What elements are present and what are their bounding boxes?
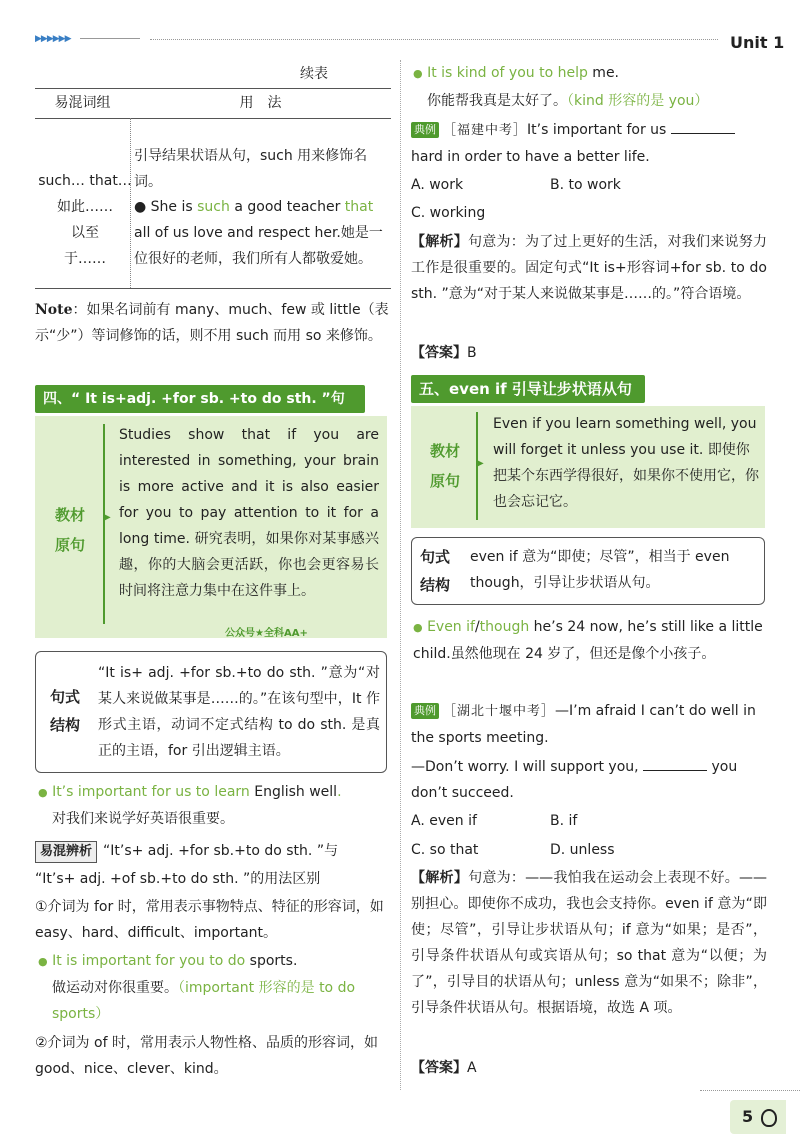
section4-example1-zh: 对我们来说学好英语很重要。: [52, 811, 234, 827]
unit-label: Unit 1: [730, 33, 785, 52]
header-arrows: ▶▶▶▶▶▶: [35, 34, 71, 44]
bullet-icon: ●: [413, 621, 423, 634]
note: Note：如果名词前有 many、much、few 或 little（表示“少”）等词修饰的话，则不用 such 而用 so 来修饰。: [35, 302, 389, 344]
section4-textbook-sentence: Studies show that if you are interested in something, your brain is more active and it is also easier for you to pay attention to it for a long time. 研究表明，如果你对某事感兴趣，你的大脑会更活跃，你也会更容易长时间将注意力集中在这件事上。: [119, 427, 379, 599]
section5-example: ● Even if/though he’s 24 now, he’s still like a little child.虽然他现在 24 岁了，但还是像个小孩子。: [413, 619, 763, 662]
section4-structure-label: 句式 结构: [50, 688, 81, 734]
right-example3-zh: 你能帮我真是太好了。（kind 形容的是 you）: [427, 93, 709, 109]
question2-option-b: B. if: [550, 813, 578, 829]
section4-textbook-label: 教材 原句: [54, 506, 85, 554]
bullet-icon: ●: [38, 786, 48, 799]
section5-structure-label: 句式 结构: [420, 548, 451, 594]
bullet-icon: ●: [38, 955, 48, 968]
watermark: 公众号★全科AA+: [225, 628, 308, 639]
question1-option-b: B. to work: [550, 177, 621, 193]
question2-explanation: 【解析】句意为：——我怕我在运动会上表现不好。——别担心。即使你不成功，我也会支持你。even if 意为“即使；尽管”，引导让步状语从句；if 意为“如果；是否”，引导条件状语从句或宾语从句；so that 意为“以便；为了”，引导目的状语从句；unless 意为“如果不；除非”，引导条件状语从句。根据语境，故选 A 项。: [411, 870, 768, 1016]
right-example3: ● It is kind of you to help me.: [413, 65, 620, 81]
section4-example2-zh: 做运动对你很重要。（important 形容的是 to do sports）: [52, 980, 356, 1022]
question1-option-a: A. work: [411, 177, 464, 193]
balloon-icon: [761, 1109, 777, 1127]
table-usage: 引导结果状语从句，such 用来修饰名词。: [134, 148, 368, 190]
confusion-analysis-line2: “It’s+ adj. +of sb.+to do sth. ”的用法区别: [35, 871, 321, 887]
answer-blank: [643, 757, 707, 771]
question2-option-c: C. so that: [411, 842, 479, 858]
question2-line2: —Don’t worry. I will support you, you don’t succeed.: [411, 759, 738, 801]
section4-box-divider: [103, 424, 105, 624]
bullet-icon: ●: [413, 67, 423, 80]
confusion-analysis: 易混辨析 “It’s+ adj. +for sb.+to do sth. ”与: [35, 838, 391, 864]
usage-point-1: ①介词为 for 时，常用表示事物特点、特征的形容词，如 easy、hard、difficult、important。: [35, 899, 384, 941]
table-top-rule: [35, 88, 391, 89]
confusion-tag: 易混辨析: [35, 841, 97, 863]
table-bottom-rule: [35, 288, 391, 289]
question1-line2: hard in order to have a better life.: [411, 149, 650, 165]
question1-explanation: 【解析】句意为：为了过上更好的生活，对我们来说努力工作是很重要的。固定句式“It is+形容词+for sb. to do sth. ”意为“对于某人来说做某事是……的。”符合语境。: [411, 234, 767, 302]
table-caption: 续表: [300, 66, 328, 82]
page-number: 5: [730, 1100, 786, 1134]
header-rule-left: [80, 38, 140, 39]
column-divider: [400, 60, 401, 1090]
table-mid-rule: [35, 118, 391, 119]
question1-option-c: C. working: [411, 205, 486, 221]
question2-option-d: D. unless: [550, 842, 615, 858]
footer-rule: [700, 1090, 800, 1091]
section5-structure-text: even if 意为“即使；尽管”，相当于 even though，引导让步状语从句。: [470, 549, 730, 591]
section5-title: 五、even if 引导让步状语从句: [411, 375, 645, 403]
question2: 典例 ［湖北十堰中考］—I’m afraid I can’t do well in the sports meeting.: [411, 703, 756, 746]
section4-example2: ● It is important for you to do sports.: [38, 953, 298, 969]
table-example: ● She is such a good teacher that all of us love and respect her.她是一位很好的老师，我们所有人都敬爱她。: [134, 199, 383, 267]
example-tag: 典例: [411, 703, 439, 719]
question1: 典例 ［福建中考］It’s important for us: [411, 117, 767, 144]
question2-answer: 【答案】A: [411, 1060, 477, 1076]
triangle-icon: ▶: [476, 458, 484, 469]
answer-blank: [671, 120, 735, 134]
section4-example1: ● It’s important for us to learn English well.: [38, 784, 342, 800]
header-rule: [150, 39, 718, 40]
question1-answer: 【答案】B: [411, 345, 477, 361]
triangle-icon: ▶: [103, 512, 111, 523]
table-col2-header: 用 法: [239, 95, 282, 111]
section5-textbook-sentence: Even if you learn something well, you will forget it unless you use it. 即使你把某个东西学得很好，如果你不使用它，你也会忘记它。: [493, 416, 759, 510]
table-phrase: such… that… 如此……以至于……: [38, 173, 132, 267]
section5-textbook-label: 教材 原句: [429, 442, 460, 490]
bullet-icon: ●: [134, 199, 147, 215]
section4-structure-text: “It is+ adj. +for sb.+to do sth. ”意为“对某人来说做某事是……的。”在该句型中，It 作形式主语，动词不定式结构 to do sth. 是真正的主语，for 引出逻辑主语。: [98, 665, 380, 759]
question2-option-a: A. even if: [411, 813, 477, 829]
usage-point-2: ②介词为 of 时，常用表示人物性格、品质的形容词，如 good、nice、clever、kind。: [35, 1035, 378, 1077]
section4-title: 四、“ It is+adj. +for sb. +to do sth. ”句: [35, 385, 365, 413]
table-col1-header: 易混词组: [54, 95, 111, 111]
example-tag: 典例: [411, 122, 439, 138]
